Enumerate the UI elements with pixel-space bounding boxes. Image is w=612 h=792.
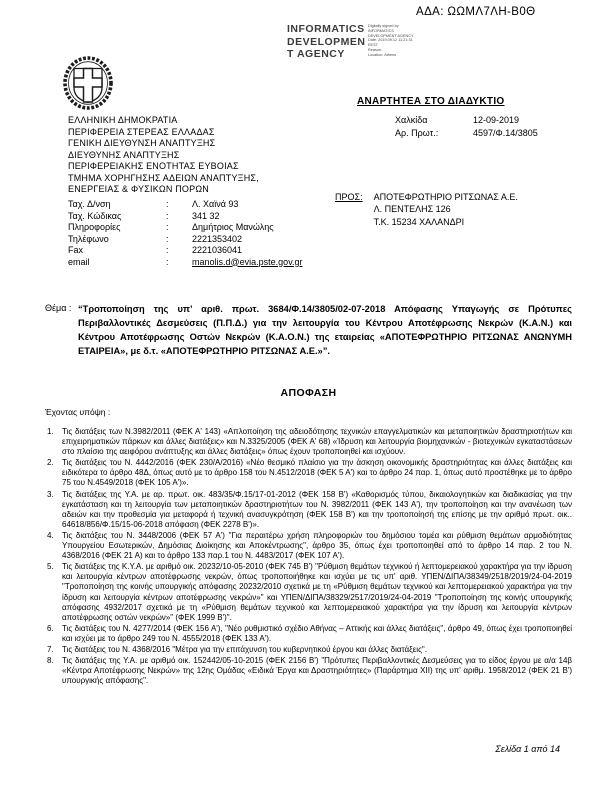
list-item bbox=[45, 427, 572, 457]
recipient-block bbox=[335, 191, 518, 228]
list-item bbox=[45, 458, 572, 488]
signature-detail-line: Date: 2019.09.12 11:21:31 bbox=[368, 38, 413, 43]
contact-value-fax: 2221036041 bbox=[192, 245, 243, 255]
list-item-number: 5. bbox=[47, 562, 54, 572]
signature-agency-line: T AGENCY bbox=[287, 48, 345, 60]
list-item bbox=[45, 624, 572, 644]
list-item-number: 3. bbox=[47, 489, 54, 499]
contact-label: Ταχ. Κώδικας bbox=[68, 210, 122, 221]
list-item bbox=[45, 531, 572, 561]
contact-value-address: Λ. Χαϊνά 93 bbox=[192, 199, 239, 209]
letterhead-line: ΔΙΕΥΘΥΝΗΣ ΑΝΑΠΤΥΞΗΣ bbox=[68, 149, 180, 160]
list-item-number: 7. bbox=[47, 644, 54, 654]
subject-block bbox=[45, 302, 572, 358]
posting-notice: ΑΝΑΡΤΗΤΕΑ ΣΤΟ ΔΙΑΔΥΚΤΙΟ bbox=[357, 96, 505, 107]
recipient-name: ΑΠΟΤΕΦΡΩΤΗΡΙΟ ΡΙΤΣΩΝΑΣ Α.Ε. bbox=[373, 192, 518, 202]
signature-detail-line: Location: Athens bbox=[368, 52, 397, 57]
contact-row bbox=[68, 211, 303, 223]
contact-block bbox=[68, 199, 303, 268]
contact-label: Πληροφορίες bbox=[68, 222, 121, 232]
list-item-text: Τις διατάξεις του Ν. 4368/2016 "Μέτρα για την επιτάχυνση του κυβερνητικού έργου και άλλες διατάξεις". bbox=[62, 644, 427, 654]
recipient-label: ΠΡΟΣ: bbox=[335, 192, 363, 202]
contact-value-phone: 2221353402 bbox=[192, 233, 243, 244]
list-item-text: Τις διατάξεις της Υ.Α. με αριθμό οικ. 152442/05-10-2015 (ΦΕΚ 2156 Β') "Πρότυπες Περιβαλλοντικές Δεσμεύσεις για το είδος έργου με α/α 14β «Κέντρα Αποτέφρωσης Νεκρών» της 12ης Ομάδας «Ειδικά Έργα και Δραστηριότητες» (Παράρτημα ΧΙΙ) της υπ' αριθμ. 1958/2012 (ΦΕΚ 21 Β') υπουργικής απόφασης". bbox=[62, 656, 572, 686]
email-link[interactable]: manolis.d@evia.pste.gov.gr bbox=[192, 256, 303, 267]
list-item-text: Τις διατάξεις της Υ.Α. με αρ. πρωτ. οικ. 483/35/Φ.15/17-01-2012 (ΦΕΚ 158 Β') «Καθορισμός τύπου, δικαιολογητικών και διαδικασίας για την εγκατάσταση και τη λειτουργία των μεταποιητικών δραστηριοτήτων του Ν. 3982/2011 (ΦΕΚ 143 Α'), την τροποποίηση και την ανανέωση των αδειών και την προθεσμία για μεταφορά ή τεχνική ανασυγκρότηση (ΦΕΚ 158 Β') και την τροποποίησή της επίσης με την αριθμό πρωτ. οικ.. 64618/856/Φ.15/15-06-2018 απόφαση (ΦΕΚ 2278 Β')». bbox=[62, 489, 572, 529]
contact-row bbox=[68, 199, 303, 211]
contact-row bbox=[68, 245, 303, 257]
list-item-number: 6. bbox=[47, 623, 54, 633]
contact-label: Τηλέφωνο bbox=[68, 233, 109, 244]
signature-agency-line: INFORMATICS bbox=[287, 23, 365, 35]
list-item-text: Τις διατάξεις του Ν. 4442/2016 (ΦΕΚ 230/Α/2016) «Νέο θεσμικό πλαίσιο για την άσκηση οικονομικής δραστηριότητας και άλλες διατάξεις και ειδικότερα το άρθρο 48Δ, όπως αυτό με το άρθρο 158 του Ν.4512/2018 (ΦΕΚ 5 Α') και το άρθρο 24 παρ. 1, όπως αυτό προστέθηκε με το άρθρο 75 του Ν.4549/2018 (ΦΕΚ 105 Α')». bbox=[62, 458, 572, 488]
contact-label: Fax bbox=[68, 245, 84, 255]
signature-detail-line: EEST bbox=[368, 43, 378, 48]
contact-separator: : bbox=[166, 256, 169, 267]
letterhead-line: ΠΕΡΙΦΕΡΕΙΑ ΣΤΕΡΕΑΣ ΕΛΛΑΔΑΣ bbox=[68, 126, 215, 137]
contact-value-postcode: 341 32 bbox=[192, 210, 220, 221]
protocol-label: Αρ. Πρωτ.: bbox=[395, 127, 439, 138]
signature-detail-line: Reason: bbox=[368, 47, 383, 52]
page-number: Σελίδα 1 από 14 bbox=[495, 744, 560, 754]
letterhead-line: ΕΛΛΗΝΙΚΗ ΔΗΜΟΚΡΑΤΙΑ bbox=[68, 115, 178, 125]
list-item bbox=[45, 562, 572, 623]
contact-separator: : bbox=[166, 222, 169, 232]
list-item-text: Τις διατάξεις του Ν. 4277/2014 (ΦΕΚ 156 Α'), "Νέο ρυθμιστικό σχέδιο Αθήνας – Αττικής και άλλες διατάξεις", άρθρο 49, όπως έχει τροποποιηθεί και ισχύει με το άρθρο 249 του Ν. 4555/2018 (ΦΕΚ 133 Α'). bbox=[62, 623, 572, 643]
list-item bbox=[45, 656, 572, 686]
protocol-number: 4597/Φ.14/3805 bbox=[473, 127, 538, 138]
list-item-text: Τις διατάξεις του Ν. 3448/2006 (ΦΕΚ 57 Α') "Για περαιτέρω χρήση πληροφοριών του δημόσιου τομέα και ρύθμιση θεμάτων αρμοδιότητας Υπουργείου Εσωτερικών, Δημόσιας Διοίκησης και Αποκέντρωσης", άρθρο 35, όπως έχει τροποποιηθεί από το άρθρο 14 παρ. 2 του Ν. 4368/2016 (ΦΕΚ 21 Α) και το άρθρο 133 παρ.1 του Ν. 4483/2017 (ΦΕΚ 107 Α'). bbox=[62, 530, 572, 561]
contact-separator: : bbox=[166, 199, 169, 209]
signature-details bbox=[368, 23, 416, 61]
decision-heading: ΑΠΟΦΑΣΗ bbox=[280, 387, 337, 399]
recipient-city: Τ.Κ. 15234 ΧΑΛΑΝΔΡΙ bbox=[373, 216, 465, 227]
recipient-lines bbox=[374, 191, 518, 228]
issue-place: Χαλκίδα bbox=[395, 115, 428, 125]
list-item-number: 2. bbox=[47, 458, 54, 468]
contact-separator: : bbox=[166, 233, 169, 244]
issue-block bbox=[395, 114, 538, 139]
list-item-text: Τις διατάξεις της Κ.Υ.Α. με αριθμό οικ. 20232/10-05-2010 (ΦΕΚ 745 Β') "Ρύθμιση θεμάτων τεχνικού ή λεπτομερειακού χαρακτήρα για την ίδρυση και λειτουργία κέντρων αποτέφρωσης νεκρών, όπως τροποποιήθηκε και ισχύει με τις υπ' αριθ. ΥΠΕΝ/ΔΙΠΑ/38349/2518/2019/24-04-2019 "Τροποποίηση της κοινής υπουργικής απόφασης 20232/2010 σχετικά με τη «Ρύθμιση θεμάτων τεχνικού και λεπτομερειακού χαρακτήρα για την ίδρυση και λειτουργία κέντρων αποτέφρωσης νεκρών»" και ΥΠΕΝ/ΔΙΠΑ/38329/2517/2019/24-04-2019 "Τροποποίηση της κοινής υπουργικής απόφασης 4932/2017 σχετικά με τη «Ρύθμιση θεμάτων τεχνικού και λεπτομερειακού χαρακτήρα για την ίδρυση και λειτουργία κέντρων αποτέφρωσης οστών νεκρών»" (ΦΕΚ 1999 Β')". bbox=[62, 562, 572, 622]
letterhead bbox=[68, 115, 259, 196]
list-item-text: Τις διατάξεις των Ν.3982/2011 (ΦΕΚ Α' 143) «Απλοποίηση της αδειοδότησης τεχνικών επαγγελματικών και μεταποιητικών δραστηριοτήτων και επιχειρηματικών πάρκων και άλλες διατάξεις» και Ν.3325/2005 (ΦΕΚ Α' 68) «Ίδρυση και λειτουργία βιομηχανικών - βιοτεχνικών εγκαταστάσεων στο πλαίσιο της αειφόρου ανάπτυξης και άλλες διατάξεις» όπως έχουν τροποποιηθεί και ισχύουν. bbox=[62, 427, 572, 457]
contact-row bbox=[68, 257, 303, 269]
contact-label: Ταχ. Δ/νση bbox=[68, 199, 111, 209]
signature-detail-line: DEVELOPMENT AGENCY bbox=[368, 33, 414, 38]
signature-agency-name bbox=[287, 23, 366, 61]
recipient-street: Λ. ΠΕΝΤΕΛΗΣ 126 bbox=[373, 204, 451, 215]
contact-value-person: Δημήτριος Μανώλης bbox=[192, 222, 274, 232]
ada-code: ΑΔΑ: ΩΩΜΛ7ΛΗ-Β0Θ bbox=[416, 6, 536, 18]
issue-date: 12-09-2019 bbox=[473, 115, 520, 125]
list-item-number: 1. bbox=[47, 427, 54, 436]
letterhead-line: ΠΕΡΙΦΕΡΕΙΑΚΗΣ ΕΝΟΤΗΤΑΣ ΕΥΒΟΙΑΣ bbox=[68, 161, 239, 171]
contact-row bbox=[68, 234, 303, 246]
digital-signature-stamp bbox=[287, 23, 416, 61]
contact-label: email bbox=[68, 256, 90, 267]
contact-row bbox=[68, 222, 303, 234]
letterhead-line: ΕΝΕΡΓΕΙΑΣ & ΦΥΣΙΚΩΝ ΠΟΡΩΝ bbox=[68, 184, 209, 194]
greek-emblem-icon bbox=[62, 55, 114, 111]
letterhead-line: ΓΕΝΙΚΗ ΔΙΕΥΘΥΝΣΗ ΑΝΑΠΤΥΞΗΣ bbox=[68, 138, 216, 148]
signature-detail-line: INFORMATICS bbox=[368, 28, 394, 33]
contact-separator: : bbox=[166, 245, 169, 255]
list-item-number: 8. bbox=[47, 656, 54, 666]
preamble: Έχοντας υπόψη : bbox=[45, 407, 111, 417]
legal-basis-list bbox=[45, 427, 572, 687]
list-item-number: 4. bbox=[47, 530, 54, 540]
list-item bbox=[45, 490, 572, 530]
letterhead-line: ΤΜΗΜΑ ΧΟΡΗΓΗΣΗΣ ΑΔΕΙΩΝ ΑΝΑΠΤΥΞΗΣ, bbox=[68, 172, 259, 183]
subject-text: “Τροποποίηση της υπ’ αριθ. πρωτ. 3684/Φ.14/3805/02-07-2018 Απόφασης Υπαγωγής σε Πρότυπες Περιβαλλοντικές Δεσμεύσεις (Π.Π.Δ.) για την λειτουργία του Κέντρου Αποτέφρωσης Νεκρών (Κ.Α.Ν.) και Κέντρου Αποτέφρωσης Οστών Νεκρών (Κ.Α.Ο.Ν.) της εταιρείας «ΑΠΟΤΕΦΡΩΤΗΡΙΟ ΡΙΤΣΩΝΑΣ ΑΝΩΝΥΜΗ ΕΤΑΙΡΕΙΑ», με δ.τ. «ΑΠΟΤΕΦΡΩΤΗΡΙΟ ΡΙΤΣΩΝΑΣ Α.Ε.»”. bbox=[78, 304, 572, 356]
signature-detail-line: Digitally signed by bbox=[368, 24, 399, 28]
signature-agency-line: DEVELOPMEN bbox=[287, 35, 366, 48]
list-item bbox=[45, 645, 572, 655]
contact-separator: : bbox=[166, 210, 169, 221]
subject-label: Θέμα : bbox=[45, 303, 72, 313]
